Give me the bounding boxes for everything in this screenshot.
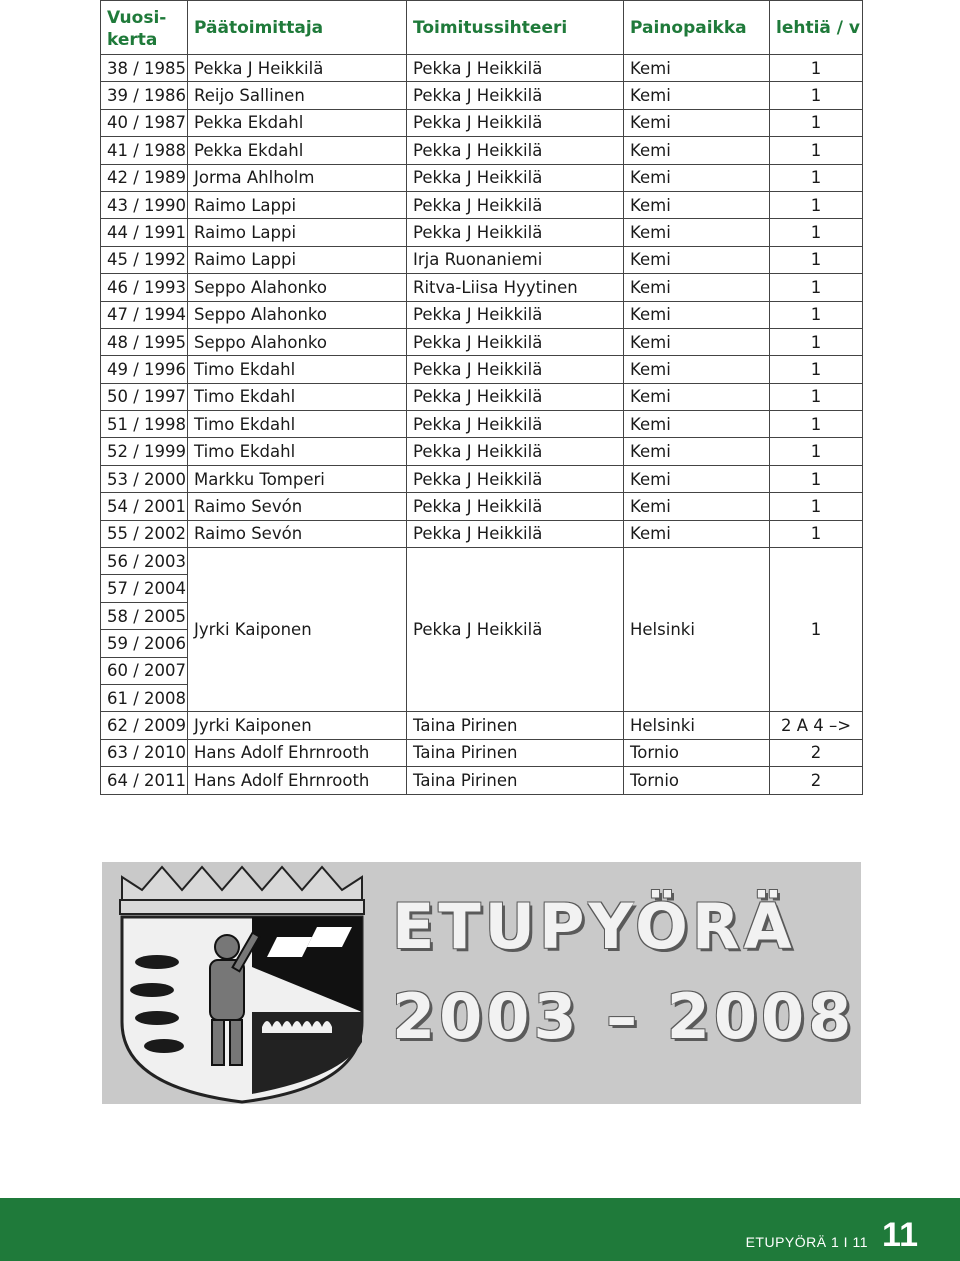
- cell-editor: Markku Tomperi: [188, 465, 407, 492]
- cell-issues: 2: [770, 739, 863, 766]
- footer-bar: [0, 1198, 960, 1261]
- table-header-row: [101, 1, 863, 55]
- cell-editor: Pekka Ekdahl: [188, 109, 407, 136]
- cell-secretary: Taina Pirinen: [407, 767, 624, 794]
- cell-secretary: Pekka J Heikkilä: [407, 219, 624, 246]
- table-row: [101, 493, 863, 520]
- cell-printing: Helsinki: [624, 712, 770, 739]
- cell-editor: Timo Ekdahl: [188, 356, 407, 383]
- banner-title: ETUPYÖRÄ: [392, 890, 796, 963]
- cell-secretary: Pekka J Heikkilä: [407, 438, 624, 465]
- cell-printing: Kemi: [624, 301, 770, 328]
- cell-secretary: Pekka J Heikkilä: [407, 411, 624, 438]
- cell-year: 51 / 1998: [101, 411, 188, 438]
- page-number: 11: [882, 1216, 918, 1254]
- cell-issues: 1: [770, 438, 863, 465]
- header-issues: lehtiä / v: [770, 1, 863, 55]
- etupyora-banner: [102, 862, 861, 1104]
- cell-issues: 1: [770, 191, 863, 218]
- cell-year: 59 / 2006: [101, 630, 188, 657]
- cell-printing: Kemi: [624, 246, 770, 273]
- cell-secretary: Ritva-Liisa Hyytinen: [407, 274, 624, 301]
- cell-year: 55 / 2002: [101, 520, 188, 547]
- cell-printing: Kemi: [624, 465, 770, 492]
- cell-editor: Seppo Alahonko: [188, 301, 407, 328]
- cell-secretary: Pekka J Heikkilä: [407, 328, 624, 355]
- cell-year: 44 / 1991: [101, 219, 188, 246]
- cell-issues: 1: [770, 465, 863, 492]
- cell-editor: Pekka J Heikkilä: [188, 55, 407, 82]
- cell-year: 56 / 2003: [101, 548, 188, 575]
- cell-year: 52 / 1999: [101, 438, 188, 465]
- cell-secretary: Taina Pirinen: [407, 712, 624, 739]
- table-row: [101, 356, 863, 383]
- cell-secretary: Irja Ruonaniemi: [407, 246, 624, 273]
- cell-year: 58 / 2005: [101, 602, 188, 629]
- cell-editor: Reijo Sallinen: [188, 82, 407, 109]
- coat-of-arms-icon: [102, 862, 402, 1104]
- cell-printing: Kemi: [624, 356, 770, 383]
- cell-issues: 1: [770, 246, 863, 273]
- cell-editor: Raimo Lappi: [188, 219, 407, 246]
- cell-issues: 1: [770, 164, 863, 191]
- cell-issues: 1: [770, 411, 863, 438]
- cell-year: 57 / 2004: [101, 575, 188, 602]
- cell-year: 60 / 2007: [101, 657, 188, 684]
- cell-printing: Kemi: [624, 109, 770, 136]
- table-row: [101, 767, 863, 794]
- header-secretary: Toimitussihteeri: [407, 1, 624, 55]
- cell-printing: Kemi: [624, 274, 770, 301]
- cell-printing: Kemi: [624, 438, 770, 465]
- cell-editor: Timo Ekdahl: [188, 411, 407, 438]
- cell-secretary: Pekka J Heikkilä: [407, 383, 624, 410]
- cell-editor: Raimo Sevón: [188, 493, 407, 520]
- cell-year: 50 / 1997: [101, 383, 188, 410]
- table-row: [101, 137, 863, 164]
- cell-issues: 1: [770, 493, 863, 520]
- editors-table: [100, 0, 863, 795]
- table-row: [101, 191, 863, 218]
- cell-year: 41 / 1988: [101, 137, 188, 164]
- cell-editor: Seppo Alahonko: [188, 274, 407, 301]
- cell-year: 48 / 1995: [101, 328, 188, 355]
- cell-secretary: Pekka J Heikkilä: [407, 109, 624, 136]
- cell-year: 53 / 2000: [101, 465, 188, 492]
- cell-secretary: Pekka J Heikkilä: [407, 137, 624, 164]
- cell-secretary: Taina Pirinen: [407, 739, 624, 766]
- table-row: [101, 520, 863, 547]
- cell-secretary: Pekka J Heikkilä: [407, 356, 624, 383]
- cell-printing: Kemi: [624, 137, 770, 164]
- footer-label: ETUPYÖRÄ 1 I 11: [745, 1234, 868, 1250]
- table-row: [101, 383, 863, 410]
- cell-year: 42 / 1989: [101, 164, 188, 191]
- cell-year: 54 / 2001: [101, 493, 188, 520]
- cell-issues: 1: [770, 137, 863, 164]
- cell-year: 38 / 1985: [101, 55, 188, 82]
- cell-year: 39 / 1986: [101, 82, 188, 109]
- cell-editor: Pekka Ekdahl: [188, 137, 407, 164]
- cell-printing: Kemi: [624, 383, 770, 410]
- cell-year: 46 / 1993: [101, 274, 188, 301]
- cell-editor: Hans Adolf Ehrnrooth: [188, 767, 407, 794]
- cell-issues: 1: [770, 356, 863, 383]
- cell-year: 62 / 2009: [101, 712, 188, 739]
- table-row: [101, 739, 863, 766]
- cell-year: 40 / 1987: [101, 109, 188, 136]
- cell-printing: Kemi: [624, 520, 770, 547]
- header-year: Vuosi-kerta: [101, 1, 188, 55]
- table-row: [101, 274, 863, 301]
- cell-editor: Jorma Ahlholm: [188, 164, 407, 191]
- cell-printing: Kemi: [624, 55, 770, 82]
- cell-issues: 1: [770, 82, 863, 109]
- cell-editor: Jyrki Kaiponen: [188, 712, 407, 739]
- cell-issues: 1: [770, 383, 863, 410]
- cell-year: 47 / 1994: [101, 301, 188, 328]
- cell-editor: Raimo Sevón: [188, 520, 407, 547]
- cell-printing: Kemi: [624, 493, 770, 520]
- cell-editor: Raimo Lappi: [188, 246, 407, 273]
- cell-printing: Kemi: [624, 219, 770, 246]
- cell-editor: Hans Adolf Ehrnrooth: [188, 739, 407, 766]
- cell-secretary: Pekka J Heikkilä: [407, 55, 624, 82]
- table-row: [101, 164, 863, 191]
- cell-issues: 1: [770, 328, 863, 355]
- cell-editor: Timo Ekdahl: [188, 383, 407, 410]
- cell-printing: Helsinki: [624, 548, 770, 712]
- cell-issues: 1: [770, 274, 863, 301]
- cell-year: 49 / 1996: [101, 356, 188, 383]
- cell-printing: Kemi: [624, 164, 770, 191]
- table-row: [101, 219, 863, 246]
- cell-printing: Tornio: [624, 767, 770, 794]
- cell-printing: Tornio: [624, 739, 770, 766]
- cell-printing: Kemi: [624, 191, 770, 218]
- cell-secretary: Pekka J Heikkilä: [407, 548, 624, 712]
- banner-years: 2003 – 2008: [392, 980, 856, 1053]
- cell-editor: Raimo Lappi: [188, 191, 407, 218]
- cell-year: 61 / 2008: [101, 684, 188, 711]
- cell-issues: 1: [770, 520, 863, 547]
- cell-secretary: Pekka J Heikkilä: [407, 82, 624, 109]
- cell-issues: 1: [770, 219, 863, 246]
- table-row: [101, 55, 863, 82]
- header-editor: Päätoimittaja: [188, 1, 407, 55]
- table-row: [101, 246, 863, 273]
- cell-issues: 1: [770, 55, 863, 82]
- cell-year: 64 / 2011: [101, 767, 188, 794]
- table-row: [101, 712, 863, 739]
- header-printing: Painopaikka: [624, 1, 770, 55]
- cell-secretary: Pekka J Heikkilä: [407, 301, 624, 328]
- cell-secretary: Pekka J Heikkilä: [407, 191, 624, 218]
- cell-issues: 1: [770, 109, 863, 136]
- cell-year: 63 / 2010: [101, 739, 188, 766]
- table-row: [101, 465, 863, 492]
- cell-issues: 1: [770, 301, 863, 328]
- cell-issues: 1: [770, 548, 863, 712]
- cell-secretary: Pekka J Heikkilä: [407, 493, 624, 520]
- cell-editor: Seppo Alahonko: [188, 328, 407, 355]
- table-row: [101, 82, 863, 109]
- cell-secretary: Pekka J Heikkilä: [407, 520, 624, 547]
- cell-printing: Kemi: [624, 328, 770, 355]
- table-row: [101, 548, 863, 575]
- table-row: [101, 301, 863, 328]
- table-row: [101, 438, 863, 465]
- cell-issues: 2 A 4 –>: [770, 712, 863, 739]
- table-row: [101, 109, 863, 136]
- cell-editor: Timo Ekdahl: [188, 438, 407, 465]
- cell-printing: Kemi: [624, 411, 770, 438]
- cell-year: 45 / 1992: [101, 246, 188, 273]
- cell-issues: 2: [770, 767, 863, 794]
- cell-secretary: Pekka J Heikkilä: [407, 164, 624, 191]
- cell-secretary: Pekka J Heikkilä: [407, 465, 624, 492]
- table-row: [101, 328, 863, 355]
- cell-printing: Kemi: [624, 82, 770, 109]
- table-row: [101, 411, 863, 438]
- cell-editor: Jyrki Kaiponen: [188, 548, 407, 712]
- cell-year: 43 / 1990: [101, 191, 188, 218]
